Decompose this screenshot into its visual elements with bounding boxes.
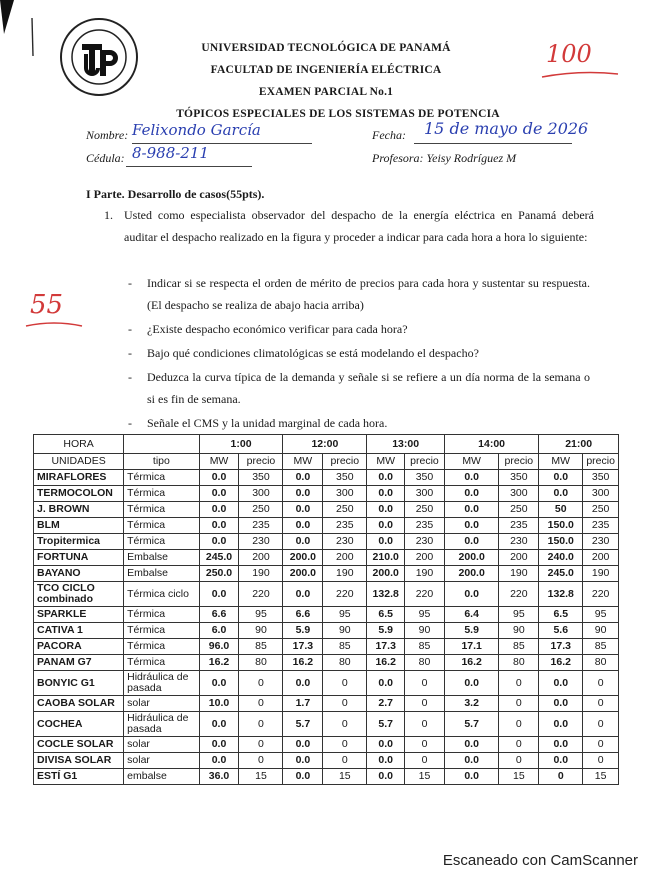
price-cell: 0 bbox=[323, 712, 367, 737]
bullet-item: - ¿Existe despacho económico verificar para cada hora? bbox=[128, 322, 408, 336]
price-cell: 190 bbox=[405, 566, 445, 582]
unit-name-cell: BLM bbox=[34, 518, 124, 534]
unit-name-cell: CAOBA SOLAR bbox=[34, 696, 124, 712]
mw-cell: 0.0 bbox=[199, 534, 239, 550]
price-cell: 190 bbox=[499, 566, 539, 582]
hour-header: 14:00 bbox=[444, 435, 538, 454]
mw-cell: 16.2 bbox=[539, 655, 583, 671]
mw-cell: 150.0 bbox=[539, 534, 583, 550]
mw-cell: 0.0 bbox=[444, 470, 499, 486]
precio-label: precio bbox=[583, 454, 619, 470]
mw-cell: 132.8 bbox=[367, 582, 405, 607]
price-cell: 95 bbox=[239, 607, 283, 623]
mw-cell: 0.0 bbox=[444, 737, 499, 753]
table-row bbox=[34, 623, 619, 639]
unit-name-cell: BONYIC G1 bbox=[34, 671, 124, 696]
unit-name-cell: PACORA bbox=[34, 639, 124, 655]
unit-type-cell: solar bbox=[124, 737, 199, 753]
price-cell: 230 bbox=[583, 534, 619, 550]
unit-type-cell: Hidráulica de pasada bbox=[124, 671, 199, 696]
price-cell: 230 bbox=[239, 534, 283, 550]
table-row bbox=[34, 737, 619, 753]
mw-cell: 0.0 bbox=[283, 470, 323, 486]
table-row bbox=[34, 486, 619, 502]
mw-cell: 0.0 bbox=[199, 518, 239, 534]
tipo-label: tipo bbox=[124, 454, 199, 470]
mw-cell: 0.0 bbox=[283, 753, 323, 769]
price-cell: 15 bbox=[239, 769, 283, 785]
price-cell: 0 bbox=[499, 712, 539, 737]
mw-cell: 200.0 bbox=[283, 566, 323, 582]
price-cell: 220 bbox=[583, 582, 619, 607]
price-cell: 0 bbox=[239, 712, 283, 737]
table-row bbox=[34, 639, 619, 655]
price-cell: 95 bbox=[583, 607, 619, 623]
price-cell: 250 bbox=[323, 502, 367, 518]
unit-name-cell: MIRAFLORES bbox=[34, 470, 124, 486]
mw-cell: 0.0 bbox=[539, 671, 583, 696]
exam-title: EXAMEN PARCIAL No.1 bbox=[258, 86, 394, 98]
unit-name-cell: TCO CICLO combinado bbox=[34, 582, 124, 607]
mw-cell: 0.0 bbox=[283, 502, 323, 518]
mw-cell: 0.0 bbox=[199, 712, 239, 737]
price-cell: 200 bbox=[323, 550, 367, 566]
price-cell: 230 bbox=[499, 534, 539, 550]
price-cell: 15 bbox=[499, 769, 539, 785]
mw-cell: 50 bbox=[539, 502, 583, 518]
id-value: 8-988-211 bbox=[132, 144, 209, 162]
unit-type-cell: solar bbox=[124, 753, 199, 769]
bullet-item: - Deduzca la curva típica de la demanda y señale si se refiere a un día norma de la semana o si es fin de semana. bbox=[128, 370, 590, 406]
name-label: Nombre: bbox=[86, 128, 129, 142]
mw-cell: 0.0 bbox=[199, 753, 239, 769]
table-row bbox=[34, 607, 619, 623]
mw-cell: 200.0 bbox=[444, 550, 499, 566]
mw-cell: 0.0 bbox=[539, 470, 583, 486]
unit-name-cell: BAYANO bbox=[34, 566, 124, 582]
mw-label: MW bbox=[367, 454, 405, 470]
price-cell: 0 bbox=[499, 753, 539, 769]
price-cell: 0 bbox=[405, 696, 445, 712]
mw-cell: 0.0 bbox=[444, 671, 499, 696]
mw-cell: 36.0 bbox=[199, 769, 239, 785]
unit-name-cell: COCHEA bbox=[34, 712, 124, 737]
mw-cell: 16.2 bbox=[199, 655, 239, 671]
unit-type-cell: Embalse bbox=[124, 550, 199, 566]
mw-cell: 6.5 bbox=[539, 607, 583, 623]
price-cell: 230 bbox=[323, 534, 367, 550]
exam-score: 100 bbox=[546, 40, 592, 68]
unit-name-cell: ESTÍ G1 bbox=[34, 769, 124, 785]
mw-label: MW bbox=[283, 454, 323, 470]
bullet-item: - Indicar si se respecta el orden de mérito de precios para cada hora y sustentar su respuesta. (El despacho se realiza de abajo hacia arriba) bbox=[128, 276, 590, 312]
mw-cell: 5.9 bbox=[283, 623, 323, 639]
mw-cell: 0.0 bbox=[444, 534, 499, 550]
price-cell: 235 bbox=[583, 518, 619, 534]
mw-cell: 0.0 bbox=[199, 737, 239, 753]
question-text: Usted como especialista observador del despacho de la energía eléctrica en Panamá deberá auditar el despacho realizado en la figura y proceder a indicar para cada hora a hora lo siguiente: bbox=[124, 208, 594, 244]
unit-name-cell: SPARKLE bbox=[34, 607, 124, 623]
mw-cell: 5.7 bbox=[367, 712, 405, 737]
unit-type-cell: Térmica bbox=[124, 502, 199, 518]
price-cell: 85 bbox=[499, 639, 539, 655]
mw-cell: 0.0 bbox=[367, 486, 405, 502]
price-cell: 90 bbox=[323, 623, 367, 639]
mw-cell: 0.0 bbox=[539, 712, 583, 737]
mw-cell: 16.2 bbox=[367, 655, 405, 671]
unit-type-cell: Térmica bbox=[124, 623, 199, 639]
mw-cell: 17.3 bbox=[539, 639, 583, 655]
mw-cell: 2.7 bbox=[367, 696, 405, 712]
mw-label: MW bbox=[199, 454, 239, 470]
id-line bbox=[126, 166, 252, 167]
precio-label: precio bbox=[405, 454, 445, 470]
price-cell: 0 bbox=[405, 671, 445, 696]
unit-type-cell: embalse bbox=[124, 769, 199, 785]
unit-name-cell: Tropitermica bbox=[34, 534, 124, 550]
mw-cell: 96.0 bbox=[199, 639, 239, 655]
price-cell: 350 bbox=[499, 470, 539, 486]
mw-cell: 17.3 bbox=[367, 639, 405, 655]
price-cell: 190 bbox=[239, 566, 283, 582]
mw-cell: 132.8 bbox=[539, 582, 583, 607]
mw-cell: 0.0 bbox=[444, 753, 499, 769]
mw-cell: 0.0 bbox=[283, 769, 323, 785]
mw-cell: 0.0 bbox=[199, 582, 239, 607]
mw-cell: 0.0 bbox=[367, 470, 405, 486]
mw-cell: 0.0 bbox=[283, 737, 323, 753]
mw-cell: 0.0 bbox=[283, 518, 323, 534]
price-cell: 350 bbox=[405, 470, 445, 486]
price-cell: 220 bbox=[239, 582, 283, 607]
price-cell: 300 bbox=[583, 486, 619, 502]
table-row bbox=[34, 470, 619, 486]
price-cell: 200 bbox=[583, 550, 619, 566]
course-title: TÓPICOS ESPECIALES DE LOS SISTEMAS DE POTENCIA bbox=[176, 108, 500, 120]
hora-label: HORA bbox=[34, 435, 124, 454]
price-cell: 235 bbox=[405, 518, 445, 534]
mw-cell: 250.0 bbox=[199, 566, 239, 582]
mw-cell: 0.0 bbox=[283, 671, 323, 696]
price-cell: 0 bbox=[583, 671, 619, 696]
price-cell: 0 bbox=[405, 712, 445, 737]
price-cell: 90 bbox=[583, 623, 619, 639]
price-cell: 80 bbox=[405, 655, 445, 671]
unit-name-cell: CATIVA 1 bbox=[34, 623, 124, 639]
header-spacer bbox=[124, 435, 199, 454]
faculty-name: FACULTAD DE INGENIERÍA ELÉCTRICA bbox=[210, 64, 442, 76]
price-cell: 300 bbox=[499, 486, 539, 502]
unit-name-cell: FORTUNA bbox=[34, 550, 124, 566]
precio-label: precio bbox=[239, 454, 283, 470]
price-cell: 0 bbox=[405, 753, 445, 769]
margin-score-underline bbox=[24, 320, 84, 330]
mw-cell: 0.0 bbox=[539, 737, 583, 753]
price-cell: 200 bbox=[405, 550, 445, 566]
price-cell: 250 bbox=[239, 502, 283, 518]
date-label: Fecha: bbox=[372, 128, 406, 142]
mw-cell: 5.7 bbox=[283, 712, 323, 737]
price-cell: 0 bbox=[323, 753, 367, 769]
precio-label: precio bbox=[323, 454, 367, 470]
hour-header: 12:00 bbox=[283, 435, 367, 454]
table-row bbox=[34, 712, 619, 737]
price-cell: 200 bbox=[499, 550, 539, 566]
price-cell: 200 bbox=[239, 550, 283, 566]
unit-type-cell: Térmica bbox=[124, 639, 199, 655]
price-cell: 80 bbox=[239, 655, 283, 671]
mw-cell: 6.6 bbox=[283, 607, 323, 623]
price-cell: 230 bbox=[405, 534, 445, 550]
scanner-watermark: Escaneado con CamScanner bbox=[442, 852, 638, 869]
mw-cell: 17.3 bbox=[283, 639, 323, 655]
price-cell: 0 bbox=[499, 696, 539, 712]
name-value: Felixondo García bbox=[132, 121, 261, 139]
date-line bbox=[414, 143, 572, 144]
price-cell: 80 bbox=[583, 655, 619, 671]
price-cell: 15 bbox=[583, 769, 619, 785]
mw-cell: 6.5 bbox=[367, 607, 405, 623]
part-title: I Parte. Desarrollo de casos(55pts). bbox=[86, 187, 265, 201]
price-cell: 0 bbox=[239, 737, 283, 753]
price-cell: 85 bbox=[323, 639, 367, 655]
price-cell: 90 bbox=[405, 623, 445, 639]
table-row bbox=[34, 655, 619, 671]
mw-cell: 0.0 bbox=[367, 753, 405, 769]
mw-cell: 0.0 bbox=[199, 671, 239, 696]
mw-cell: 0.0 bbox=[539, 486, 583, 502]
unit-type-cell: Térmica bbox=[124, 518, 199, 534]
mw-cell: 245.0 bbox=[539, 566, 583, 582]
price-cell: 95 bbox=[405, 607, 445, 623]
mw-cell: 10.0 bbox=[199, 696, 239, 712]
table-row bbox=[34, 696, 619, 712]
table-subheader-row bbox=[34, 454, 619, 470]
price-cell: 80 bbox=[323, 655, 367, 671]
unit-type-cell: Térmica bbox=[124, 486, 199, 502]
price-cell: 0 bbox=[323, 696, 367, 712]
mw-cell: 3.2 bbox=[444, 696, 499, 712]
price-cell: 0 bbox=[583, 712, 619, 737]
price-cell: 220 bbox=[499, 582, 539, 607]
mw-cell: 150.0 bbox=[539, 518, 583, 534]
mw-cell: 0.0 bbox=[444, 502, 499, 518]
mw-cell: 0.0 bbox=[539, 753, 583, 769]
unit-name-cell: TERMOCOLON bbox=[34, 486, 124, 502]
mw-cell: 5.9 bbox=[367, 623, 405, 639]
unit-type-cell: Térmica bbox=[124, 534, 199, 550]
mw-cell: 16.2 bbox=[283, 655, 323, 671]
price-cell: 0 bbox=[583, 696, 619, 712]
mw-cell: 200.0 bbox=[367, 566, 405, 582]
price-cell: 0 bbox=[239, 671, 283, 696]
price-cell: 85 bbox=[583, 639, 619, 655]
price-cell: 0 bbox=[323, 671, 367, 696]
price-cell: 235 bbox=[323, 518, 367, 534]
mw-cell: 16.2 bbox=[444, 655, 499, 671]
mw-cell: 200.0 bbox=[444, 566, 499, 582]
mw-cell: 0.0 bbox=[367, 737, 405, 753]
table-row bbox=[34, 769, 619, 785]
mw-cell: 5.7 bbox=[444, 712, 499, 737]
mw-cell: 6.6 bbox=[199, 607, 239, 623]
mw-cell: 0.0 bbox=[199, 486, 239, 502]
price-cell: 0 bbox=[583, 737, 619, 753]
mw-cell: 6.4 bbox=[444, 607, 499, 623]
table-row bbox=[34, 518, 619, 534]
table-row bbox=[34, 534, 619, 550]
price-cell: 250 bbox=[583, 502, 619, 518]
price-cell: 90 bbox=[499, 623, 539, 639]
mw-cell: 6.0 bbox=[199, 623, 239, 639]
unit-type-cell: Térmica ciclo bbox=[124, 582, 199, 607]
price-cell: 250 bbox=[499, 502, 539, 518]
mw-cell: 0.0 bbox=[444, 769, 499, 785]
price-cell: 220 bbox=[323, 582, 367, 607]
price-cell: 80 bbox=[499, 655, 539, 671]
mw-cell: 0.0 bbox=[444, 582, 499, 607]
hour-header: 1:00 bbox=[199, 435, 283, 454]
unit-type-cell: Hidráulica de pasada bbox=[124, 712, 199, 737]
mw-cell: 240.0 bbox=[539, 550, 583, 566]
unit-name-cell: J. BROWN bbox=[34, 502, 124, 518]
mw-cell: 0.0 bbox=[283, 486, 323, 502]
price-cell: 0 bbox=[499, 671, 539, 696]
price-cell: 15 bbox=[323, 769, 367, 785]
price-cell: 0 bbox=[405, 737, 445, 753]
price-cell: 350 bbox=[239, 470, 283, 486]
unit-type-cell: Térmica bbox=[124, 655, 199, 671]
price-cell: 0 bbox=[239, 753, 283, 769]
price-cell: 15 bbox=[405, 769, 445, 785]
mw-cell: 210.0 bbox=[367, 550, 405, 566]
unidades-label: UNIDADES bbox=[34, 454, 124, 470]
bullet-list bbox=[128, 272, 590, 434]
price-cell: 300 bbox=[239, 486, 283, 502]
mw-cell: 245.0 bbox=[199, 550, 239, 566]
unit-type-cell: solar bbox=[124, 696, 199, 712]
mw-cell: 17.1 bbox=[444, 639, 499, 655]
price-cell: 300 bbox=[323, 486, 367, 502]
unit-type-cell: Térmica bbox=[124, 607, 199, 623]
mw-cell: 0 bbox=[539, 769, 583, 785]
mw-cell: 0.0 bbox=[367, 502, 405, 518]
mw-cell: 0.0 bbox=[367, 518, 405, 534]
mw-cell: 0.0 bbox=[199, 502, 239, 518]
unit-name-cell: COCLE SOLAR bbox=[34, 737, 124, 753]
mw-cell: 0.0 bbox=[367, 769, 405, 785]
table-header-row bbox=[34, 435, 619, 454]
unit-type-cell: Térmica bbox=[124, 470, 199, 486]
table-row bbox=[34, 502, 619, 518]
price-cell: 85 bbox=[239, 639, 283, 655]
professor-label: Profesora: Yeisy Rodríguez M bbox=[372, 151, 517, 165]
unit-name-cell: DIVISA SOLAR bbox=[34, 753, 124, 769]
price-cell: 350 bbox=[583, 470, 619, 486]
mw-cell: 0.0 bbox=[539, 696, 583, 712]
table-row bbox=[34, 753, 619, 769]
mw-cell: 0.0 bbox=[444, 518, 499, 534]
date-value: 15 de mayo de 2026 bbox=[424, 119, 589, 138]
table-row bbox=[34, 671, 619, 696]
unit-type-cell: Embalse bbox=[124, 566, 199, 582]
question-number: 1. bbox=[104, 208, 113, 222]
mw-cell: 5.6 bbox=[539, 623, 583, 639]
mw-cell: 1.7 bbox=[283, 696, 323, 712]
mw-cell: 0.0 bbox=[283, 534, 323, 550]
university-name: UNIVERSIDAD TECNOLÓGICA DE PANAMÁ bbox=[201, 42, 451, 54]
mw-cell: 0.0 bbox=[444, 486, 499, 502]
mw-cell: 0.0 bbox=[283, 582, 323, 607]
bullet-item: - Bajo qué condiciones climatológicas se está modelando el despacho? bbox=[128, 346, 479, 360]
id-label: Cédula: bbox=[86, 151, 125, 165]
mw-cell: 200.0 bbox=[283, 550, 323, 566]
table-row bbox=[34, 582, 619, 607]
price-cell: 190 bbox=[583, 566, 619, 582]
price-cell: 95 bbox=[499, 607, 539, 623]
price-cell: 0 bbox=[499, 737, 539, 753]
margin-score: 55 bbox=[30, 290, 64, 320]
price-cell: 95 bbox=[323, 607, 367, 623]
table-row bbox=[34, 566, 619, 582]
price-cell: 0 bbox=[239, 696, 283, 712]
price-cell: 0 bbox=[323, 737, 367, 753]
mw-cell: 0.0 bbox=[367, 534, 405, 550]
mw-cell: 0.0 bbox=[367, 671, 405, 696]
price-cell: 190 bbox=[323, 566, 367, 582]
mw-cell: 5.9 bbox=[444, 623, 499, 639]
price-cell: 350 bbox=[323, 470, 367, 486]
price-cell: 250 bbox=[405, 502, 445, 518]
score-underline bbox=[540, 70, 620, 80]
table-row bbox=[34, 550, 619, 566]
hour-header: 21:00 bbox=[539, 435, 619, 454]
mw-label: MW bbox=[444, 454, 499, 470]
unit-name-cell: PANAM G7 bbox=[34, 655, 124, 671]
price-cell: 85 bbox=[405, 639, 445, 655]
price-cell: 300 bbox=[405, 486, 445, 502]
price-cell: 235 bbox=[499, 518, 539, 534]
bullet-item: - Señale el CMS y la unidad marginal de cada hora. bbox=[128, 416, 388, 430]
mw-cell: 0.0 bbox=[199, 470, 239, 486]
price-cell: 0 bbox=[583, 753, 619, 769]
precio-label: precio bbox=[499, 454, 539, 470]
mw-label: MW bbox=[539, 454, 583, 470]
price-cell: 220 bbox=[405, 582, 445, 607]
price-cell: 90 bbox=[239, 623, 283, 639]
hour-header: 13:00 bbox=[367, 435, 445, 454]
price-cell: 235 bbox=[239, 518, 283, 534]
dispatch-table bbox=[33, 434, 619, 785]
